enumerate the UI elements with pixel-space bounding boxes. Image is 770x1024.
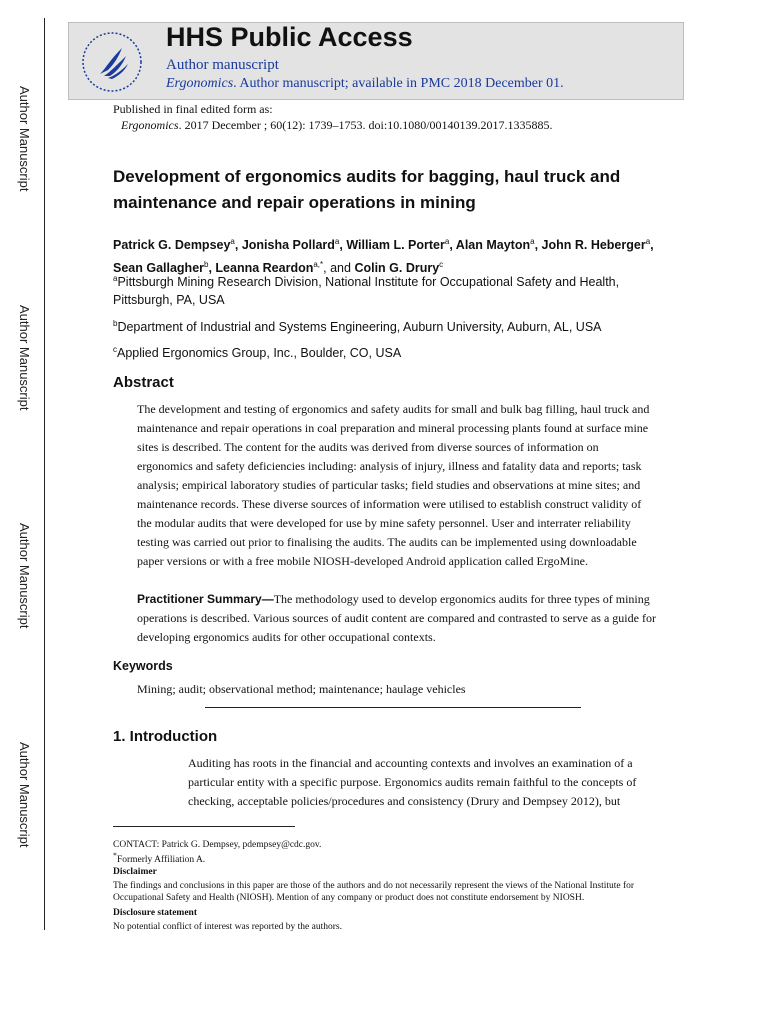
footnote-rule: [113, 826, 295, 827]
author-affiliation-sup: a,*: [313, 260, 324, 270]
availability-line: [166, 76, 564, 92]
affiliation-text: Applied Ergonomics Group, Inc., Boulder, CO, USA: [117, 346, 402, 361]
side-label-text: Author Manuscript: [17, 523, 32, 629]
author-affiliation-sup: a: [334, 237, 340, 246]
practitioner-label: Practitioner Summary—: [137, 592, 274, 606]
abstract-heading: Abstract: [113, 374, 174, 391]
author-separator: , and: [323, 261, 355, 276]
author-separator: ,: [339, 238, 347, 253]
margin-rule: [44, 18, 45, 930]
author-affiliation-sup: a: [645, 237, 651, 246]
author-name: Leanna Reardon: [215, 261, 314, 276]
disclosure-text: No potential conflict of interest was reported by the authors.: [113, 922, 342, 932]
author-name: John R. Heberger: [541, 238, 646, 253]
author-affiliation-sup: c: [439, 260, 444, 270]
affiliation-sup: a: [113, 274, 118, 283]
author-separator: ,: [449, 238, 456, 253]
affiliation-text: Department of Industrial and Systems Engineering, Auburn University, Auburn, AL, USA: [117, 320, 602, 335]
disclosure-heading: Disclosure statement: [113, 908, 197, 918]
author-name: Alan Mayton: [455, 238, 531, 253]
practitioner-summary: [137, 590, 657, 647]
affiliation-c: [113, 341, 673, 362]
formerly-footnote: [113, 850, 673, 866]
affiliation-text: Pittsburgh Mining Research Division, National Institute for Occupational Safety and Health, Pittsburgh, PA, USA: [113, 275, 620, 308]
author-affiliation-sup: b: [204, 260, 209, 270]
disclaimer-text: The findings and conclusions in this paper are those of the authors and do not necessarily represent the views of the National Institute for Occupational Safety and Health (NIOSH). Mention of any company or product does not constitute endorsement by NIOSH.: [113, 881, 635, 903]
intro-text: Auditing has roots in the financial and accounting contexts and involves an examination of a particular entity with a specific purpose. Ergonomics audits remain faithful to the concepts of checking, acceptable policies/procedures and consistency (Drury and Dempsey 2012), but: [188, 756, 637, 808]
intro-heading: 1. Introduction: [113, 728, 218, 745]
hhs-title: HHS Public Access: [166, 22, 413, 52]
author-name: Jonisha Pollard: [241, 238, 335, 253]
side-label-text: Author Manuscript: [17, 742, 32, 848]
formerly-text: Formerly Affiliation A.: [116, 855, 206, 866]
author-affiliation-sup: a: [230, 237, 235, 246]
author-name: Sean Gallagher: [113, 261, 205, 276]
author-separator: ,: [208, 261, 216, 276]
footnote-mark: *: [113, 851, 117, 860]
hhs-eagle-logo-icon: [80, 30, 144, 94]
citation-journal: Ergonomics: [121, 118, 179, 132]
citation: [121, 118, 553, 133]
side-label-text: Author Manuscript: [17, 305, 32, 411]
author-separator: ,: [650, 238, 654, 253]
availability-text: . Author manuscript; available in PMC 2018 December 01.: [233, 76, 564, 91]
affiliation-sup: b: [113, 319, 118, 328]
abstract-text: The development and testing of ergonomics and safety audits for small and bulk bag filling, haul truck and maintenance and repair operations in coal preparation and mineral processing plants found at surface mine sites is described. The content for the audits was derived from diverse sources of information on ergonomics and safety deficiencies including: analysis of injury, illness and fatality data and reports; task analysis; empirical laboratory studies of particular tasks; field studies and observations at mine sites; and maintenance records. These diverse sources of information were utilised to establish construct validity of the modular audits that were developed for use by mine safety personnel. User and interrater reliability testing was carried out prior to finalising the audits. The audits can be implemented using downloadable paper versions or with a free mobile NIOSH-developed Android application called ErgoMine.: [137, 402, 650, 568]
contact-footnote: CONTACT: Patrick G. Dempsey, pdempsey@cdc.gov.: [113, 840, 322, 850]
affiliation-a: [113, 270, 673, 309]
author-separator: ,: [234, 238, 242, 253]
author-name: Patrick G. Dempsey: [113, 238, 231, 253]
citation-text: . 2017 December ; 60(12): 1739–1753. doi:10.1080/00140139.2017.1335885.: [178, 118, 553, 132]
author-manuscript-link[interactable]: Author manuscript: [166, 57, 279, 73]
paper-title: Development of ergonomics audits for bagging, haul truck and maintenance and repair operations in mining: [113, 167, 621, 212]
author-separator: ,: [534, 238, 542, 253]
published-label: Published in final edited form as:: [113, 102, 273, 116]
disclaimer-heading: Disclaimer: [113, 867, 157, 877]
affiliation-sup: c: [113, 345, 117, 354]
section-divider: [205, 707, 581, 708]
affiliation-b: [113, 315, 673, 336]
keywords-text: Mining; audit; observational method; maintenance; haulage vehicles: [137, 682, 466, 696]
author-affiliation-sup: a: [444, 237, 450, 246]
author-name: William L. Porter: [346, 238, 445, 253]
journal-name: Ergonomics: [166, 76, 234, 91]
author-name: Colin G. Drury: [354, 261, 440, 276]
keywords-heading: Keywords: [113, 659, 173, 673]
author-affiliation-sup: a: [530, 237, 535, 246]
side-label-text: Author Manuscript: [17, 86, 32, 192]
practitioner-text: The methodology used to develop ergonomics audits for three types of mining operations is described. Various sources of audit content are compared and contrasted to serve as a guide for developing ergonomics audits for other occupational contexts.: [137, 592, 656, 644]
